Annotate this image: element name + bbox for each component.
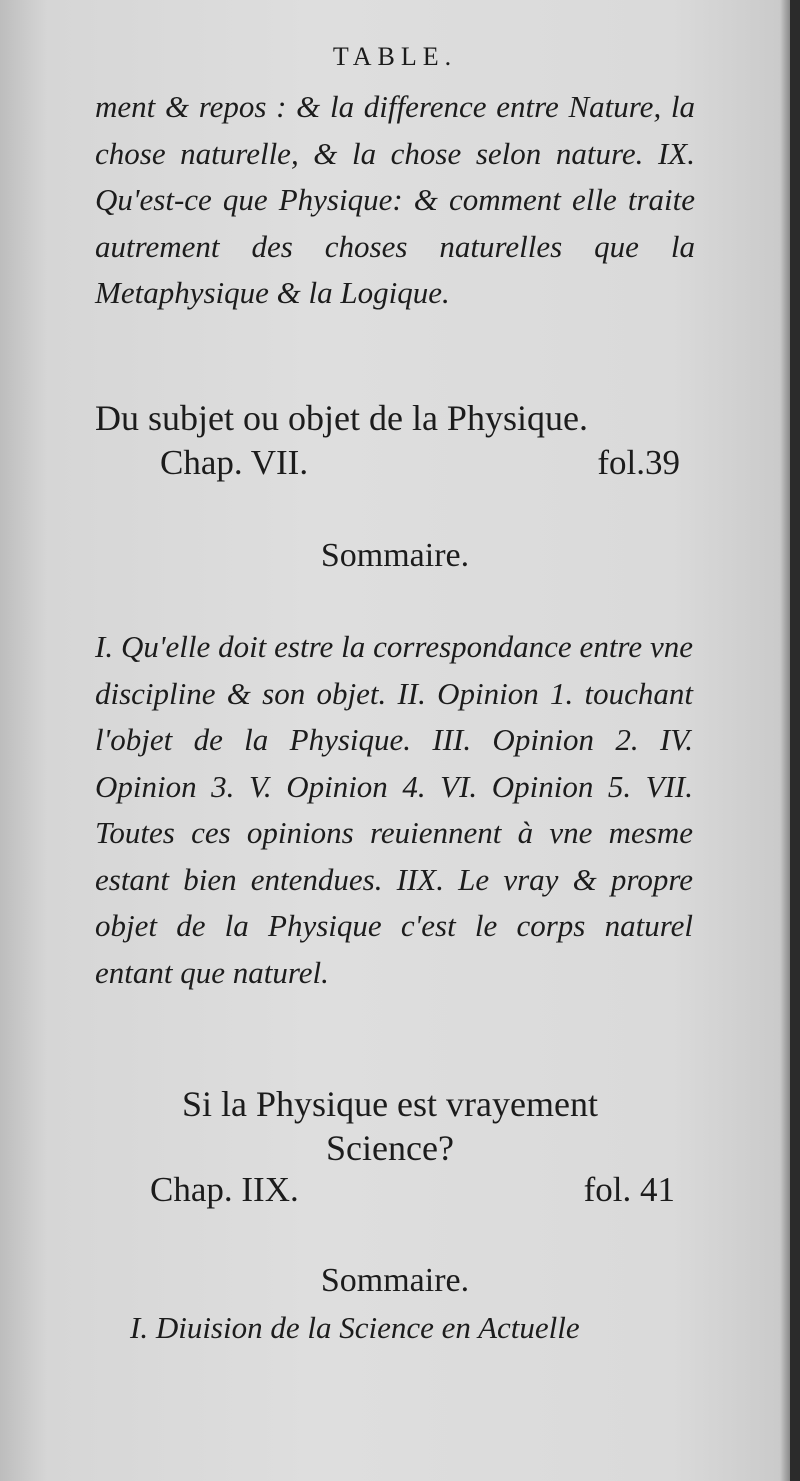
chapter-8-summary-start: I. Diuision de la Science en Actuelle <box>130 1310 580 1345</box>
page-edge <box>780 0 790 1481</box>
chapter-7-title: Du subjet ou objet de la Physique. <box>95 398 588 438</box>
chapter-8-title-line2: Science? <box>326 1128 454 1168</box>
chapter-8-folio: fol. 41 <box>583 1170 675 1209</box>
chapter-7-summary-heading: Sommaire. <box>320 537 470 574</box>
chapter-8-number: Chap. IIX. <box>150 1170 299 1209</box>
chapter-7-number: Chap. VII. <box>160 443 309 482</box>
running-header: TABLE. <box>332 42 458 71</box>
chapter-8-title-line1: Si la Physique est vrayement <box>182 1084 598 1124</box>
chapter-7-summary: I. Qu'elle doit estre la correspondance entre vne discipline & son objet. II. Opinion 1. touchant l'objet de la Physique. III. Opinion 2. IV. Opinion 3. V. Opinion 4. VI. Opinion 5. VII. Toutes ces opinions reuiennent à vne mesme estant bien entendues. IIX. Le vray & propre objet de la Physique c'est le corps naturel entant que naturel. <box>95 629 693 990</box>
chapter-7-summary-continuation: ment & repos : & la difference entre Nature, la chose naturelle, & la chose selon nature. IX. Qu'est-ce que Physique: & comment elle traite autrement des choses naturelles que la Metaphysique & la Logique. <box>95 89 695 310</box>
chapter-7-folio: fol.39 <box>597 443 680 482</box>
chapter-8-summary-heading: Sommaire. <box>320 1262 470 1299</box>
